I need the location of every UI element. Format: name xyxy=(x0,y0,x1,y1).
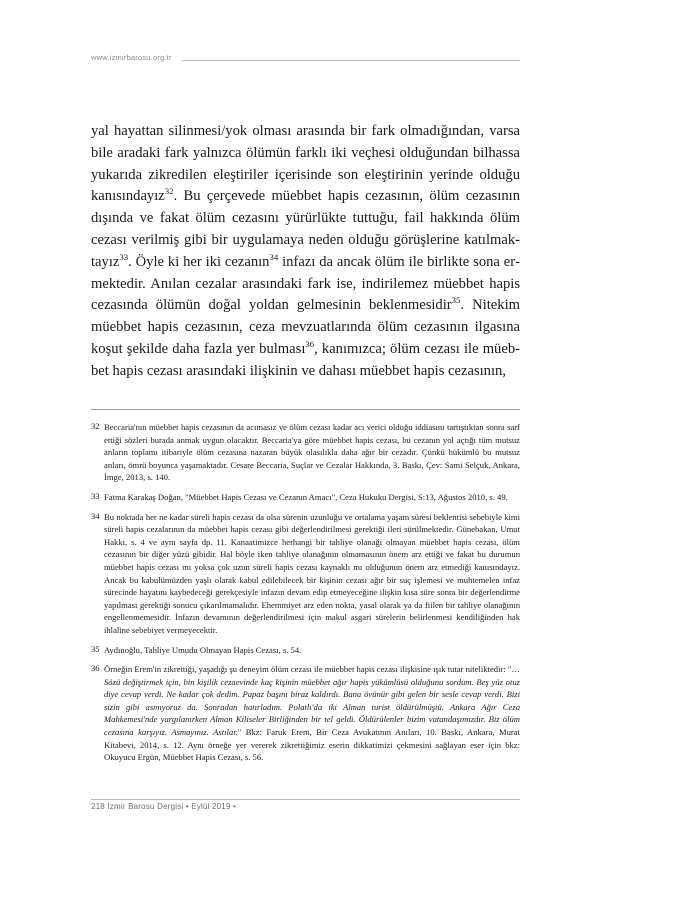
footnote-ref-32[interactable]: 32 xyxy=(164,186,174,197)
footer-rule xyxy=(91,799,520,800)
footnote xyxy=(91,644,520,657)
footnote-text-intro: Örneğin Erem'in zikrettiği, yaşadığı şu deneyim ölüm cezası ile müebbet hapis cezası ilişkisine ışık tutar niteliktedir: "… xyxy=(104,664,520,675)
footnote xyxy=(91,491,520,504)
footnote xyxy=(91,511,520,637)
footnote xyxy=(91,421,520,484)
footnote-separator xyxy=(91,409,520,410)
footnote-number: 35 xyxy=(91,643,100,654)
page-footer: 218 İzmir Barosu Dergisi • Eylül 2019 • xyxy=(91,802,237,811)
footnote-text: Aydınoğlu, Tahliye Umudu Olmayan Hapis Cezası, s. 54. xyxy=(104,644,302,655)
body-text-5: . Nitekim müebbet hapis cezasının, ceza mevzuatlarında ölüm cezasının ilgasına koşut şekilde daha fazla yer bulması xyxy=(91,297,520,357)
footnote-text: Fatma Karakaş Doğan, "Müebbet Hapis Cezası ve Cezanın Amacı", Ceza Hukuku Dergisi, S:13, Ağustos 2010, s. 49. xyxy=(104,491,508,502)
footnote-text-citation: " Bkz: Faruk Erem, Bir Ceza Avukatının Anıları, 10. Baskı, Ankara, Murat Kitabevi, 2014, s. 12. Aynı örneğe yer vererek zikrettiğimiz eserin dikkatimizi çekmesini sağlayan eser için bkz: Okuyucu Ergün, Müebbet Hapis Cezası, s. 56. xyxy=(104,727,520,763)
footnote-ref-33[interactable]: 33 xyxy=(119,251,129,262)
footnotes xyxy=(91,421,520,771)
body-text xyxy=(91,121,520,383)
body-paragraph xyxy=(91,121,520,383)
footnote-text: Bu noktada her ne kadar süreli hapis cezası da olsa sürenin uzunluğu ve ortalama yaşam süresi beklentisi sebebiyle kimi süreli hapis cezalarının da müebbet hapis cezası gibi değerlendirilmesi gerektiği ileri sürülmektedir. Günebakan, Umut Hakkı, s. 4 ve aynı sayfa dp. 11. Kanaatimizce herhangi bir tahliye olanağı olmayan müebbet hapis cezası, ölüm cezasının bir diğer yüzü gibidir. Hal böyle iken tahliye olanağının olmamasının önem arz ettiği ve fakat bu durumun müebbet hapis cezası mı yoksa çok uzun süreli hapis cezası kaynaklı mı olduğunun önem arz etmediği kanısındayız. Ancak bu kabulümüzden yaşlı olarak kabul edilebilecek bir kişinin cezası ağır bir suç işlemesi ve muhtemelen infaz sürecinde hayatını kaybedeceği gerekçesiyle infazın devam edip etmeyeceğine ilişkin kısa süre sonra bir değerlendirme yapılması gerektiği sonucu çıkarılmamalıdır. Ehemmiyet arz eden nokta, yasal olarak ya da fiilen bir tahliye olanağının engellenmemesidir. İnfazın devamının değerlendirilmesi için makul asgari sürelerin belirlenmesi kendiliğinden hak ihlaline sebebiyet vermeyecektir. xyxy=(104,511,520,635)
footnote-ref-35[interactable]: 35 xyxy=(451,295,461,306)
header-rule xyxy=(182,60,520,61)
footnote-text xyxy=(104,663,520,764)
footnote-quote: Sözü değiştirmek için, bin kişilik cezaevinde kaç kişinin müebbet ağır hapis yükümlüsü olduğunu sordum. Beş yüz otuz diye cevap verdi. Ne kadar çok dedim. Papaz başını biraz kaldırdı. Bana övünür gibi gelen bir sesle cevap verdi. Bizi sizin gibi asmıyoruz da. Sonradan hatırladım. Polatlı'da iki Alman turist öldürülmüştü. Ankara Ağır Ceza Mahkemesi'nde yargılanırken Alman Kiliseler Birliğinden bir tel geldi. Öldürülenler bizim vatandaşımızdır. Biz ölüm cezasına karşıyız. Asmayınız. Astılar. xyxy=(104,676,520,738)
footnote xyxy=(91,663,520,764)
footnote-ref-34[interactable]: 34 xyxy=(269,251,279,262)
header-url[interactable]: www.izmirbarosu.org.tr xyxy=(91,53,172,62)
footnote-ref-36[interactable]: 36 xyxy=(305,339,315,350)
body-text-6: , kanımızca; ölüm cezası ile müebbet hapis cezası arasındaki ilişkinin ve dahası müebbet hapis cezasının, xyxy=(91,340,520,379)
footnote-number: 36 xyxy=(91,663,100,674)
footnote-number: 33 xyxy=(91,490,100,501)
body-text-2: . Bu çerçevede müebbet hapis cezasının, ölüm cezasının dışında ve fakat ölüm cezasını yürürlükte tuttuğu, fail hakkında ölüm cezası verilmiş gibi bir uygulamaya neden olduğu görüşlerine katılmaktayız xyxy=(91,188,520,270)
body-text-1: yal hayattan silinmesi/yok olması arasında bir fark olmadığından, varsa bile aradaki fark yalnızca ölümün farklı iki veçhesi olduğundan bilhassa yukarıda zikredilen eleştiriler içerisinde son eleştirinin yerinde olduğu kanısındayız xyxy=(91,123,520,205)
footnote-number: 34 xyxy=(91,510,100,521)
body-text-3: . Öyle ki her iki cezanın xyxy=(128,253,270,270)
footnote-text: Beccaria'nın müebbet hapis cezasının da acımasız ve ölüm cezası kadar acı verici olduğu iddiasını tartıştıktan sonra sarf ettiği sözleri burada anmak uygun olacaktır. Beccaria'ya göre müebbet hapis cezası, bu cezanın yol açtığı tüm mutsuz anların toplamı itibariyle ölüm cezasına nazaran büyük olasılıkla daha ağır bir cezadır. Çünkü hükümlü bu mutsuz anları, ömrü boyunca yaşamaktadır. Cesare Beccaria, Suçlar ve Cezalar Hakkında, 3. Baskı, Çev: Sami Selçuk, Ankara, İmge, 2013, s. 140. xyxy=(104,422,520,483)
body-text-4: infazı da ancak ölüm ile birlikte sona ermektedir. Anılan cezalar arasındaki fark ise, indirilemez müebbet hapis cezasında ölümün doğal yoldan gelmesinin beklenmesidir xyxy=(91,253,520,314)
footnote-number: 32 xyxy=(91,421,100,431)
